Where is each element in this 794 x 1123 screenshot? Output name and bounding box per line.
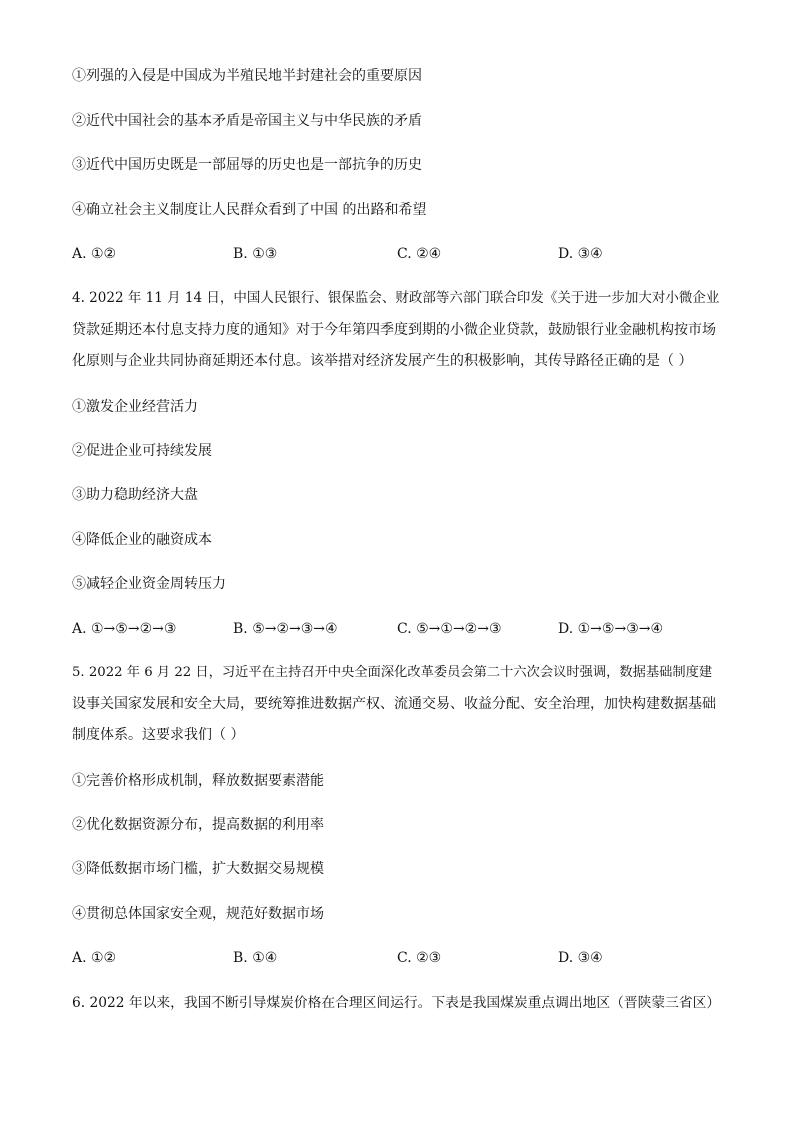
q5-statement-3: ③降低数据市场门槛，扩大数据交易规模 — [72, 861, 324, 877]
q3-option-d: D. ③④ — [558, 246, 603, 262]
q5-option-c: C. ②③ — [397, 950, 442, 966]
q4-statement-5: ⑤减轻企业资金周转压力 — [72, 576, 226, 592]
q4-option-a: A. ①→⑤→②→③ — [72, 621, 177, 637]
q4-option-d: D. ①→⑤→③→④ — [558, 621, 664, 637]
q5-stem-line-2: 设事关国家发展和安全大局，要统筹推进数据产权、流通交易、收益分配、安全治理，加快构建数据基础 — [72, 696, 716, 712]
q3-options — [72, 244, 722, 264]
q4-statement-4: ④降低企业的融资成本 — [72, 532, 212, 548]
q4-stem-line-1: 4. 2022 年 11 月 14 日，中国人民银行、银保监会、财政部等六部门联合印发《关于进一步加大对小微企业 — [72, 290, 720, 306]
q5-option-a: A. ①② — [72, 950, 117, 966]
q3-statement-2: ②近代中国社会的基本矛盾是帝国主义与中华民族的矛盾 — [72, 113, 422, 129]
q5-stem-line-1: 5. 2022 年 6 月 22 日，习近平在主持召开中央全面深化改革委员会第二十六次会议时强调，数据基础制度建 — [72, 665, 713, 680]
q6-stem-line-1: 6. 2022 年以来，我国不断引导煤炭价格在合理区间运行。下表是我国煤炭重点调出地区（晋陕蒙三省区） — [72, 995, 721, 1011]
q5-statement-4: ④贯彻总体国家安全观，规范好数据市场 — [72, 906, 324, 922]
q5-statement-1: ①完善价格形成机制，释放数据要素潜能 — [72, 773, 324, 789]
q5-stem-line-3: 制度体系。这要求我们（ ） — [72, 727, 245, 743]
q4-options — [72, 619, 722, 639]
q4-stem-line-2: 贷款延期还本付息支持力度的通知》对于今年第四季度到期的小微企业贷款，鼓励银行业金融机构按市场 — [72, 322, 716, 338]
q5-option-d: D. ③④ — [558, 950, 603, 966]
q4-statement-1: ①激发企业经营活力 — [72, 399, 198, 415]
q3-statement-1: ①列强的入侵是中国成为半殖民地半封建社会的重要原因 — [72, 68, 422, 84]
q4-stem-line-3: 化原则与企业共同协商延期还本付息。该举措对经济发展产生的积极影响，其传导路径正确的是（ ） — [72, 353, 693, 369]
q5-option-b: B. ①④ — [233, 950, 278, 966]
q4-statement-2: ②促进企业可持续发展 — [72, 443, 212, 459]
q4-option-c: C. ⑤→①→②→③ — [397, 621, 502, 637]
q3-statement-3: ③近代中国历史既是一部屈辱的历史也是一部抗争的历史 — [72, 157, 422, 173]
q3-option-a: A. ①② — [72, 246, 117, 262]
q5-options — [72, 948, 722, 968]
q4-statement-3: ③助力稳助经济大盘 — [72, 487, 198, 503]
q3-option-b: B. ①③ — [233, 246, 278, 262]
q3-statement-4: ④确立社会主义制度让人民群众看到了中国 的出路和希望 — [72, 202, 427, 218]
q5-statement-2: ②优化数据资源分布，提高数据的利用率 — [72, 817, 324, 833]
q3-option-c: C. ②④ — [397, 246, 442, 262]
q4-option-b: B. ⑤→②→③→④ — [233, 621, 338, 637]
